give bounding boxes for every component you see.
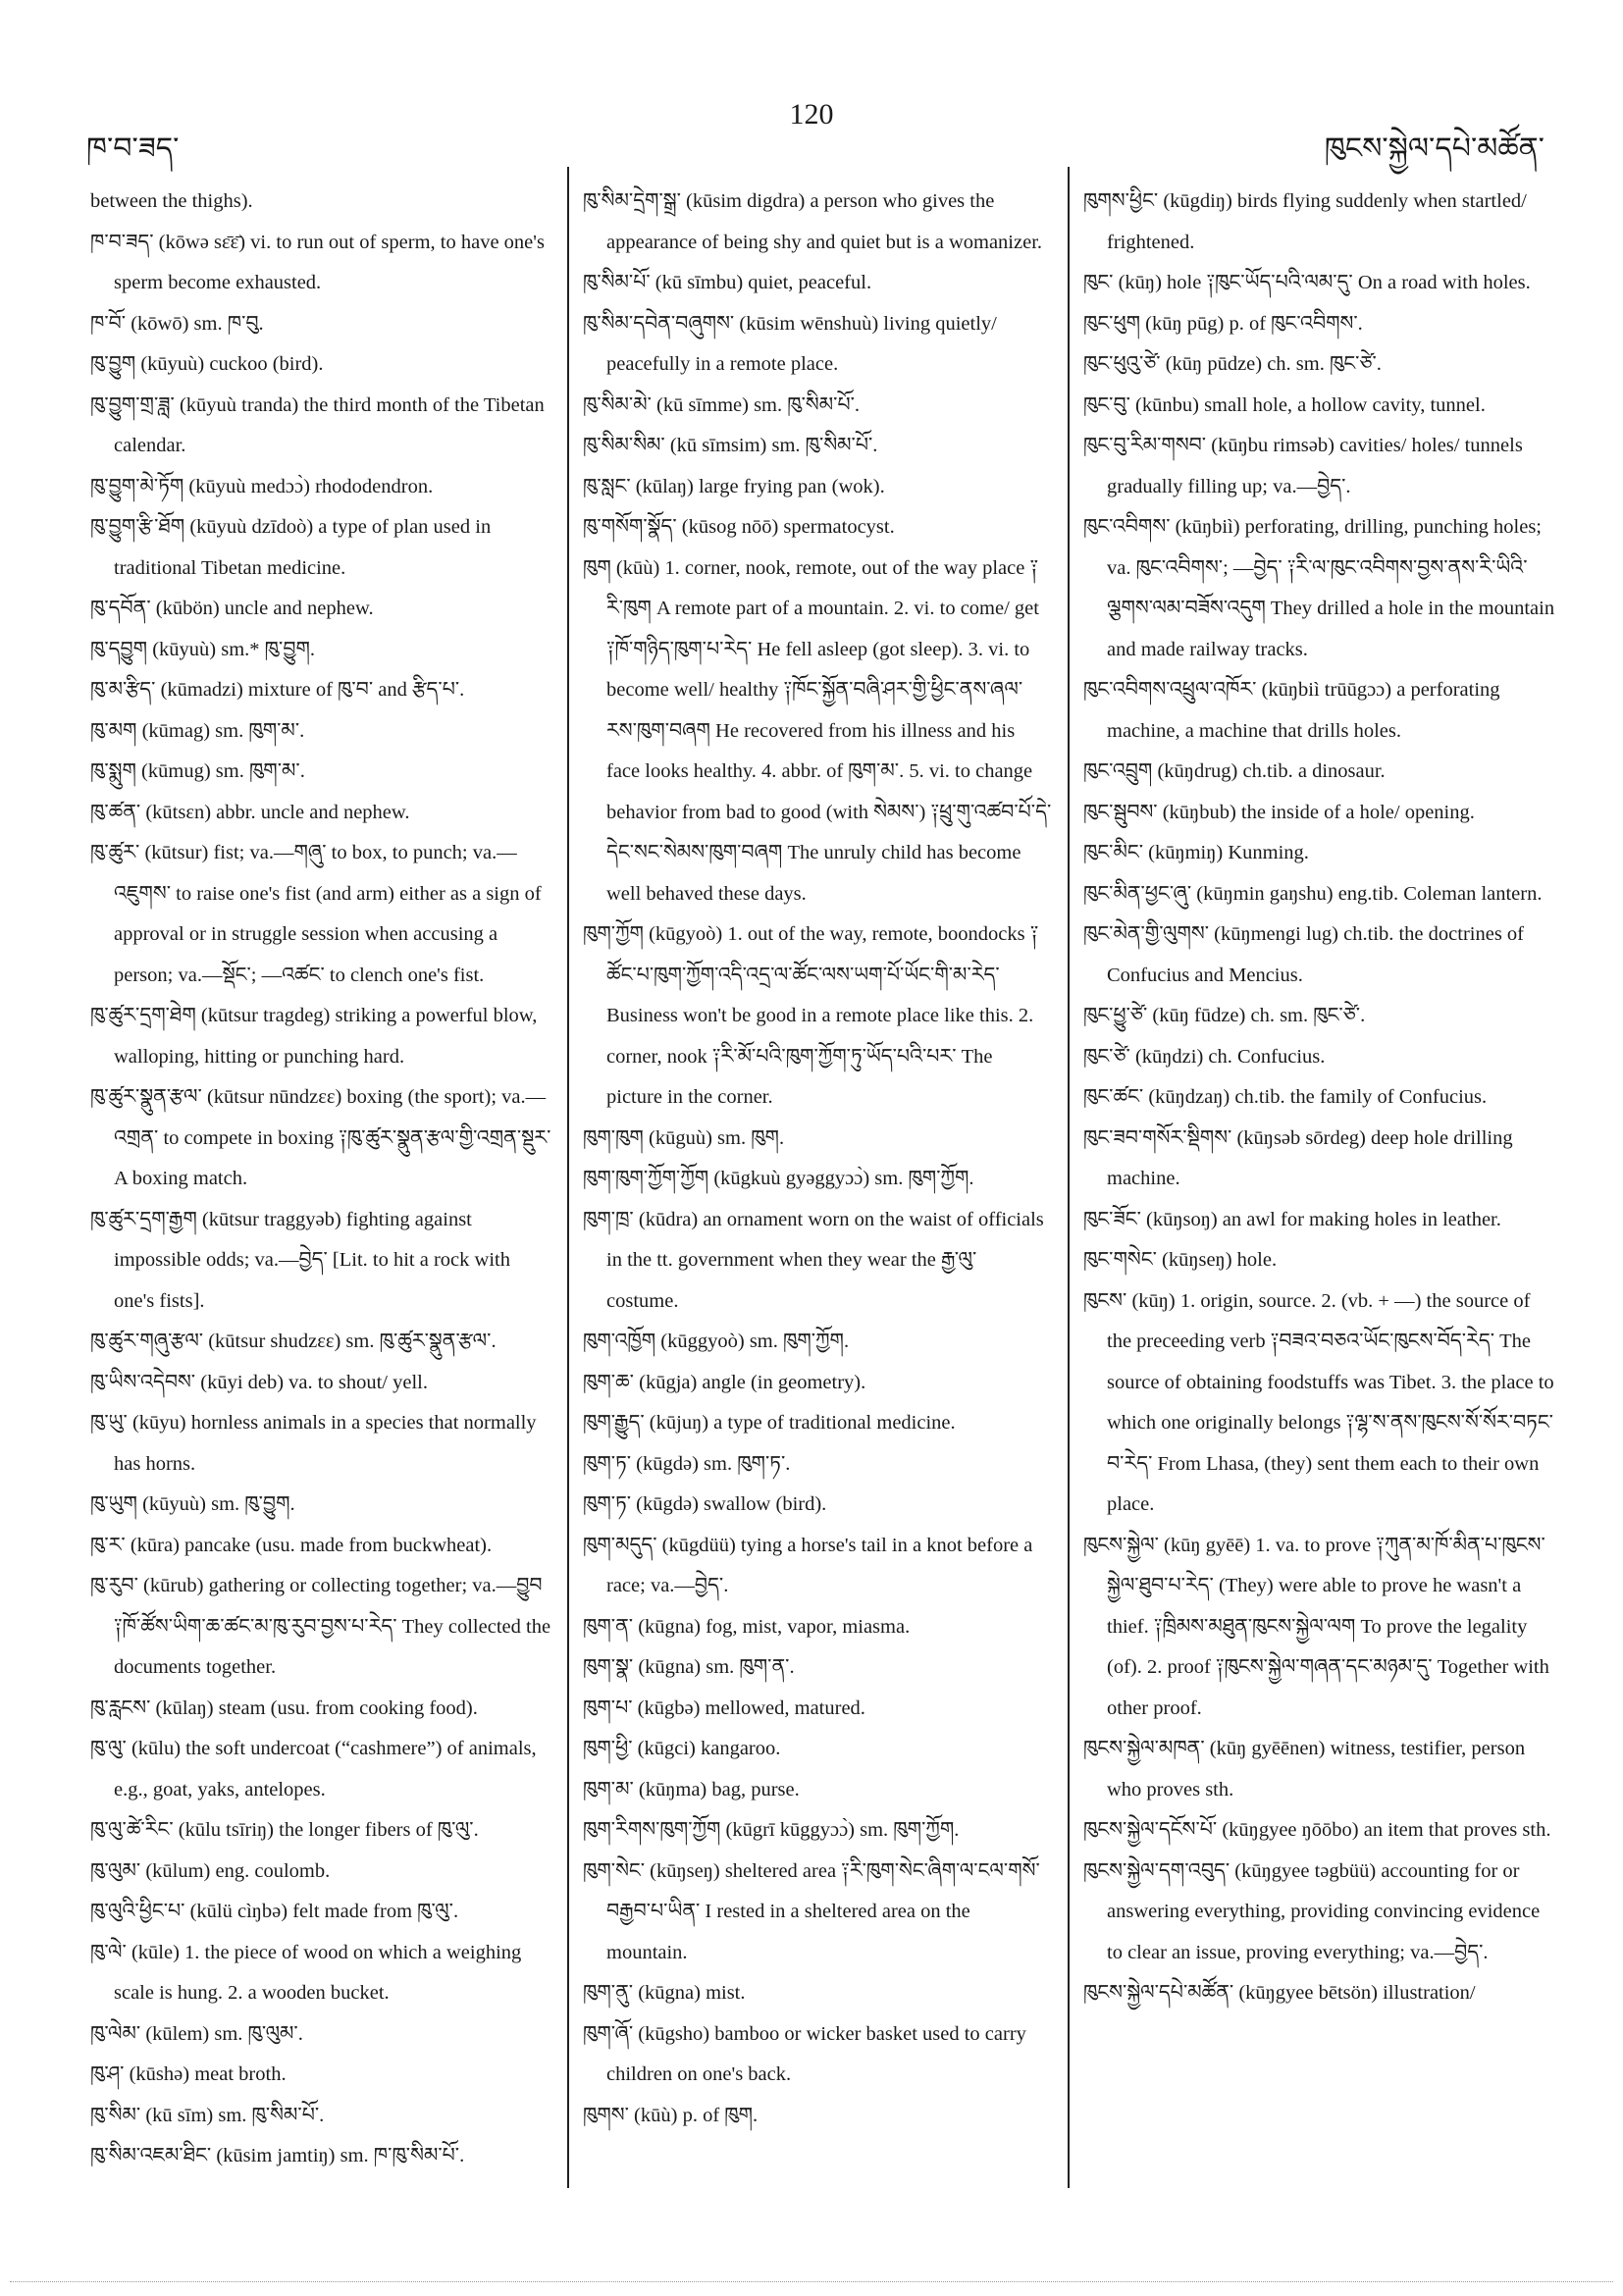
dictionary-entry: ཁུག་ཀྱོག (kūgyoò) 1. out of the way, remote, boondocks ༑ཚོང་པ་ཁུག་ཀྱོག་འདི་འདྲ་ལ་ཚོང་ལས་ཡག་པོ་ཡོང་གི་མ་རེད་ Business won't be good in a remote place like this. 2. corner, nook ༑རི་མོ་པའི་ཁུག་ཀྱོག་ཏུ་ཡོད་པའི་པར་ The picture in the corner.	[583, 923, 1039, 1108]
dictionary-entry: ཁུགས་ཕྱིང་ (kūgdiŋ) birds flying suddenly when startled/ frightened.	[1083, 190, 1527, 253]
dictionary-entry: ཁུ་བྱུག་རྩི་ཐོག (kūyuù dzīdoò) a type of plan used in traditional Tibetan medicine.	[90, 516, 492, 579]
dictionary-entry: ཁུ་ཚུར་གཞུ་རྩལ་ (kūtsur shudzɛɛ) sm. ཁུ་ཚུར་སྣུན་རྩལ་.	[90, 1331, 497, 1352]
dictionary-entry: ཁུག་པ་ (kūgbə) mellowed, matured.	[583, 1696, 865, 1719]
dictionary-entry: ཁུ་ར་ (kūra) pancake (usu. made from buckwheat).	[90, 1534, 493, 1556]
dictionary-entry: ཁུག་རིགས་ཁུག་ཀྱོག (kūgrī kūggyɔɔ̀) sm. ཁུག་ཀྱོག.	[583, 1819, 960, 1841]
dictionary-entry: ཁུངས་ (kūŋ) 1. origin, source. 2. (vb. + —) the source of the preceeding verb ༑བཟའ་བཅའ་ཡོང་ཁུངས་བོད་རེད་ The source of obtaining foodstuffs was Tibet. 3. the place to which one originally belongs ༑ལྷ་ས་ནས་ཁུངས་སོ་སོར་བཏང་བ་རེད་ From Lhasa, (they) sent them each to their own place.	[1083, 1289, 1554, 1515]
dictionary-entry: ཁུ་དབྱུག (kūyuù) sm.* ཁུ་བྱུག.	[90, 638, 316, 660]
dictionary-entry: ཁུངས་སྐྱེལ་ (kūŋ gyēē) 1. va. to prove ༑ཀུན་མ་ཁོ་མིན་པ་ཁུངས་སྐྱེལ་ཐུབ་པ་རེད་ (They) were able to prove he wasn't a thief. ༑ཁྲིམས་མཐུན་ཁུངས་སྐྱེལ་ལག To prove the legality (of). 2. proof ༑ཁུངས་སྐྱེལ་གཞན་དང་མཉམ་དུ་ Together with other proof.	[1083, 1534, 1549, 1719]
dictionary-entry: ཁུ་སྨུག (kūmug) sm. ཁུག་མ་.	[90, 760, 305, 782]
dictionary-entry: ཁུང་ཙེ་ (kūŋdzi) ch. Confucius.	[1083, 1045, 1326, 1068]
dictionary-entry: ཁུ་དབོན་ (kūbön) uncle and nephew.	[90, 598, 374, 619]
dictionary-entry: ཁུ་ཡུག (kūyuù) sm. ཁུ་བྱུག.	[90, 1493, 295, 1515]
running-head-left: ཁ་བ་ཟད་	[86, 131, 180, 166]
dictionary-entry: ཁུ་སིམ་སིམ་ (kū sīmsim) sm. ཁུ་སིམ་པོ་.	[583, 435, 878, 456]
dictionary-entry: ཁུ་བྱུག་མེ་ཏོག (kūyuù medɔɔ̀) rhododendron.	[90, 475, 434, 497]
dictionary-entry: ཁུགས་ (kūù) p. of ཁུག.	[583, 2104, 759, 2126]
dictionary-entry: ཁུག་མ་ (kūŋma) bag, purse.	[583, 1778, 800, 1800]
dictionary-entry: ཁུ་ཡིས་འདེབས་ (kūyi deb) va. to shout/ yell.	[90, 1371, 428, 1393]
dictionary-entry: ཁུ་རུབ་ (kūrub) gathering or collecting together; va.—བྱུབ ༑ཁོ་ཚོས་ཡིག་ཆ་ཚང་མ་ཁུ་རུབ་བྱས་པ་རེད་ They collected the documents together.	[90, 1575, 551, 1678]
dictionary-entry: ཁུ་ཡུ་ (kūyu) hornless animals in a species that normally has horns.	[90, 1412, 537, 1475]
dictionary-entry: ཁུང་འབྲུག (kūŋdrug) ch.tib. a dinosaur.	[1083, 760, 1386, 782]
dictionary-entry: ཁུ་སིམ་དབེན་བཞུགས་ (kūsim wēnshuù) living quietly/ peacefully in a remote place.	[583, 312, 997, 375]
dictionary-entry: ཁུག་ཞོ་ (kūgsho) bamboo or wicker basket used to carry children on one's back.	[583, 2022, 1026, 2085]
dictionary-entry: ཁུ་ལུམ་ (kūlum) eng. coulomb.	[90, 1859, 331, 1882]
dictionary-entry: ཁུངས་སྐྱེལ་དཔེ་མཚོན་ (kūŋgyee bētsön) illustration/	[1083, 1982, 1476, 2004]
dictionary-entry: ཁུང་འབིགས་ (kūŋbiì) perforating, drilling, punching holes; va. ཁུང་འབིགས་; —བྱེད་ ༑རི་ལ་ཁུང་འབིགས་བྱས་ནས་རི་ཡིའི་ལྕགས་ལམ་བཟོས་འདུག They drilled a hole in the mountain and made railway tracks.	[1083, 516, 1555, 660]
column-divider	[567, 167, 569, 2188]
dictionary-entry: ཁུང་མིང་ (kūŋmiŋ) Kunming.	[1083, 842, 1309, 863]
dictionary-entry: ཁུ་ལེ་ (kūle) 1. the piece of wood on which a weighing scale is hung. 2. a wooden bucket.	[90, 1941, 522, 2004]
scan-edge	[10, 2281, 1613, 2282]
dictionary-entry: ཁུ་སིམ་པོ་ (kū sīmbu) quiet, peaceful.	[583, 272, 872, 293]
dictionary-entry: ཁུ་གསོག་སྣོད་ (kūsog nōō) spermatocyst.	[583, 516, 895, 538]
dictionary-entry: ཁུང་མེན་གྱི་ལུགས་ (kūŋmengi lug) ch.tib. the doctrines of Confucius and Mencius.	[1083, 923, 1525, 986]
dictionary-entry: ཁ་བོ་ (kōwō) sm. ཁ་བུ.	[90, 312, 264, 335]
dictionary-entry: ཁུ་སླང་ (kūlaŋ) large frying pan (wok).	[583, 475, 885, 497]
dictionary-entry: ཁུངས་སྐྱེལ་མཁན་ (kūŋ gyēēnen) witness, testifier, person who proves sth.	[1083, 1738, 1526, 1800]
dictionary-entry: ཁུ་ཚུར་སྣུན་རྩལ་ (kūtsur nūndzɛɛ) boxing (the sport); va.—འགྲན་ to compete in boxing ༑ཁུ་ཚུར་སྣུན་རྩལ་གྱི་འགྲན་སྡུར་ A boxing match.	[90, 1086, 551, 1189]
dictionary-entry: ཁུག་སེང་ (kūŋseŋ) sheltered area ༑རི་ཁུག་སེང་ཞིག་ལ་ངལ་གསོ་བརྒྱབ་པ་ཡིན་ I rested in a sheltered area on the mountain.	[583, 1859, 1040, 1963]
dictionary-entry: ཁུངས་སྐྱེལ་དངོས་པོ་ (kūŋgyee ŋōōbo) an item that proves sth.	[1083, 1819, 1551, 1841]
dictionary-entry: ཁུང་འབིགས་འཕྲུལ་འཁོར་ (kūŋbiì trūūgɔɔ) a perforating machine, a machine that drills holes.	[1083, 679, 1500, 742]
dictionary-entry: ཁུངས་སྐྱེལ་དག་འབུད་ (kūŋgyee təgbüü) accounting for or answering everything, providing convincing evidence to clear an issue, proving everything; va.—བྱེད་.	[1083, 1859, 1541, 1963]
dictionary-entry: ཁུ་རླངས་ (kūlaŋ) steam (usu. from cooking food).	[90, 1696, 478, 1719]
dictionary-entry: ཁུང་མིན་ཕྱང་ཞུ་ (kūŋmin gaŋshu) eng.tib. Coleman lantern.	[1083, 882, 1543, 905]
dictionary-entry: ཁུ་བྱུག་གྲ་ཟླ་ (kūyuù tranda) the third month of the Tibetan calendar.	[90, 393, 545, 456]
dictionary-entry: ཁུག་མདུད་ (kūgdüü) tying a horse's tail in a knot before a race; va.—བྱེད་.	[583, 1534, 1033, 1596]
dictionary-entry: ཁུག་ན་ (kūgna) fog, mist, vapor, miasma.	[583, 1615, 911, 1638]
dictionary-column-3	[1083, 182, 1556, 2252]
dictionary-entry: ཁུང་གསེང་ (kūŋseŋ) hole.	[1083, 1249, 1278, 1271]
dictionary-entry: ཁུ་སིམ་དྲེག་སྒྲ་ (kūsim digdra) a person who gives the appearance of being shy and quiet but is a womanizer.	[583, 190, 1043, 253]
dictionary-entry: ཁུང་ཕུག (kūŋ pūg) p. of ཁུང་འབིགས་.	[1083, 312, 1363, 335]
dictionary-entry: ཁུ་ཚུར་ (kūtsur) fist; va.—གཞུ་ to box, to punch; va.—འཇུགས་ to raise one's fist (and arm) either as a sign of approval or in struggle session when accusing a person; va.—སྡོང་; —འཚང་ to clench one's fist.	[90, 842, 542, 986]
dictionary-column-1	[90, 182, 551, 2252]
dictionary-entry: ཁུག་ཁུག (kūguù) sm. ཁུག.	[583, 1126, 785, 1149]
dictionary-entry: ཁུང་ཟོང་ (kūŋsoŋ) an awl for making holes in leather.	[1083, 1208, 1501, 1230]
dictionary-entry: ཁུ་ཚུར་དྲག་ཐེག (kūtsur tragdeg) striking a powerful blow, walloping, hitting or punching hard.	[90, 1005, 538, 1068]
dictionary-entry: ཁུང་ཟབ་གསོར་སྡིགས་ (kūŋsəb sōrdeg) deep hole drilling machine.	[1083, 1126, 1513, 1189]
dictionary-entry: ཁུག་སྣ་ (kūgna) sm. ཁུག་ན་.	[583, 1656, 795, 1678]
column-divider	[1068, 167, 1070, 2188]
dictionary-entry: ཁུག་ཏ་ (kūgdə) sm. ཁུག་ཏ་.	[583, 1452, 791, 1475]
dictionary-entry: ཁུང་བུ་ (kūnbu) small hole, a hollow cavity, tunnel.	[1083, 393, 1486, 416]
dictionary-entry: ཁུ་མ་རྩིད་ (kūmadzi) mixture of ཁུ་བ་ and རྩིད་པ་.	[90, 679, 465, 701]
running-head-right: ཁུངས་སྐྱེལ་དཔེ་མཚོན་	[1324, 131, 1544, 166]
dictionary-entry: ཁུག་ནུ་ (kūgna) mist.	[583, 1982, 746, 2004]
dictionary-entry: ཁུག་ཁུག་ཀྱོག་ཀྱོག (kūgkuù gyəggyɔɔ̀) sm. ཁུག་ཀྱོག.	[583, 1168, 974, 1189]
dictionary-entry: ཁུ་ལུའི་ཕྱིང་པ་ (kūlü cìŋbə) felt made from ཁུ་ལུ་.	[90, 1901, 459, 1922]
dictionary-entry: ཁུང་ཕྱུ་ཙེ་ (kūŋ fūdze) ch. sm. ཁུང་ཙེ་.	[1083, 1005, 1366, 1026]
dictionary-entry: ཁུ་ཚན་ (kūtsɛn) abbr. uncle and nephew.	[90, 801, 410, 823]
dictionary-entry: ཁུག་འཁྱོག (kūggyoò) sm. ཁུག་ཀྱོག.	[583, 1331, 850, 1352]
dictionary-entry: ཁུང་ཕུའུ་ཙེ་ (kūŋ pūdze) ch. sm. ཁུང་ཙེ་.	[1083, 353, 1382, 375]
dictionary-entry: ཁུག་ཕྱི་ (kūgci) kangaroo.	[583, 1738, 781, 1759]
dictionary-entry: ཁུང་བུ་རིམ་གསབ་ (kūŋbu rimsəb) cavities/ holes/ tunnels gradually filling up; va.—བྱེད་.	[1083, 435, 1523, 497]
dictionary-entry: ཁུ་བྱུག (kūyuù) cuckoo (bird).	[90, 353, 324, 375]
dictionary-entry: ཁུག་ཆ་ (kūgja) angle (in geometry).	[583, 1371, 866, 1393]
dictionary-entry: ཁ་བ་ཟད་ (kōwə sɛ̄ɛ̄) vi. to run out of sperm, to have one's sperm become exhausted.	[90, 231, 545, 293]
dictionary-entry: between the thighs).	[90, 190, 253, 212]
dictionary-entry: ཁུ་ཤ་ (kūshə) meat broth.	[90, 2063, 287, 2085]
page-number: 120	[789, 98, 834, 130]
dictionary-entry: ཁུག་ཏ་ (kūgdə) swallow (bird).	[583, 1493, 827, 1515]
dictionary-entry: ཁུག (kūù) 1. corner, nook, remote, out of the way place ༑རི་ཁུག A remote part of a mountain. 2. vi. to come/ get ༑ཁོ་གཉིད་ཁུག་པ་རེད་ He fell asleep (got sleep). 3. vi. to become well/ healthy ༑ཁོང་སྐྱོན་བཞི་ཤར་གྱི་ཕྱིང་ནས་ཞལ་རས་ཁུག་བཞག He recovered from his illness and his face looks healthy. 4. abbr. of ཁུག་མ་. 5. vi. to change behavior from bad to good (with སེམས་) ༑ཕྲུ་གུ་འཚབ་པོ་དེ་དེང་སང་སེམས་ཁུག་བཞག The unruly child has become well behaved these days.	[583, 556, 1052, 905]
dictionary-entry: ཁུག་ཁྲ་ (kūdra) an ornament worn on the waist of officials in the tt. government when they wear the རྒྱ་ལུ་ costume.	[583, 1208, 1044, 1312]
dictionary-entry: ཁུ་ལུ་ཚེ་རིང་ (kūlu tsīriŋ) the longer fibers of ཁུ་ལུ་.	[90, 1819, 479, 1841]
dictionary-column-2	[583, 182, 1052, 2252]
dictionary-entry: ཁུ་ལུ་ (kūlu) the soft undercoat (“cashmere”) of animals, e.g., goat, yaks, antelopes.	[90, 1738, 537, 1800]
dictionary-entry: ཁུང་ (kūŋ) hole ༑ཁུང་ཡོད་པའི་ལམ་དུ་ On a road with holes.	[1083, 272, 1531, 293]
dictionary-entry: ཁུག་རྒྱུད་ (kūjuŋ) a type of traditional medicine.	[583, 1412, 956, 1434]
dictionary-entry: ཁུ་ལེམ་ (kūlem) sm. ཁུ་ལུམ་.	[90, 2022, 303, 2045]
dictionary-entry: ཁུ་སིམ་འཇམ་ཐིང་ (kūsim jamtiŋ) sm. ཁ་ཁུ་སིམ་པོ་.	[90, 2145, 465, 2166]
dictionary-entry: ཁུང་ཚང་ (kūŋdzaŋ) ch.tib. the family of Confucius.	[1083, 1086, 1488, 1108]
dictionary-entry: ཁུ་སིམ་མེ་ (kū sīmme) sm. ཁུ་སིམ་པོ་.	[583, 393, 861, 416]
dictionary-entry: ཁུང་སྦུབས་ (kūŋbub) the inside of a hole/ opening.	[1083, 801, 1475, 823]
dictionary-entry: ཁུ་སིམ་ (kū sīm) sm. ཁུ་སིམ་པོ་.	[90, 2104, 325, 2126]
dictionary-entry: ཁུ་མག (kūmag) sm. ཁུག་མ་.	[90, 719, 305, 742]
dictionary-entry: ཁུ་ཚུར་དྲག་རྒྱག (kūtsur traggyəb) fighting against impossible odds; va.—བྱེད་ [Lit. to hit a rock with one's fists].	[90, 1208, 510, 1312]
